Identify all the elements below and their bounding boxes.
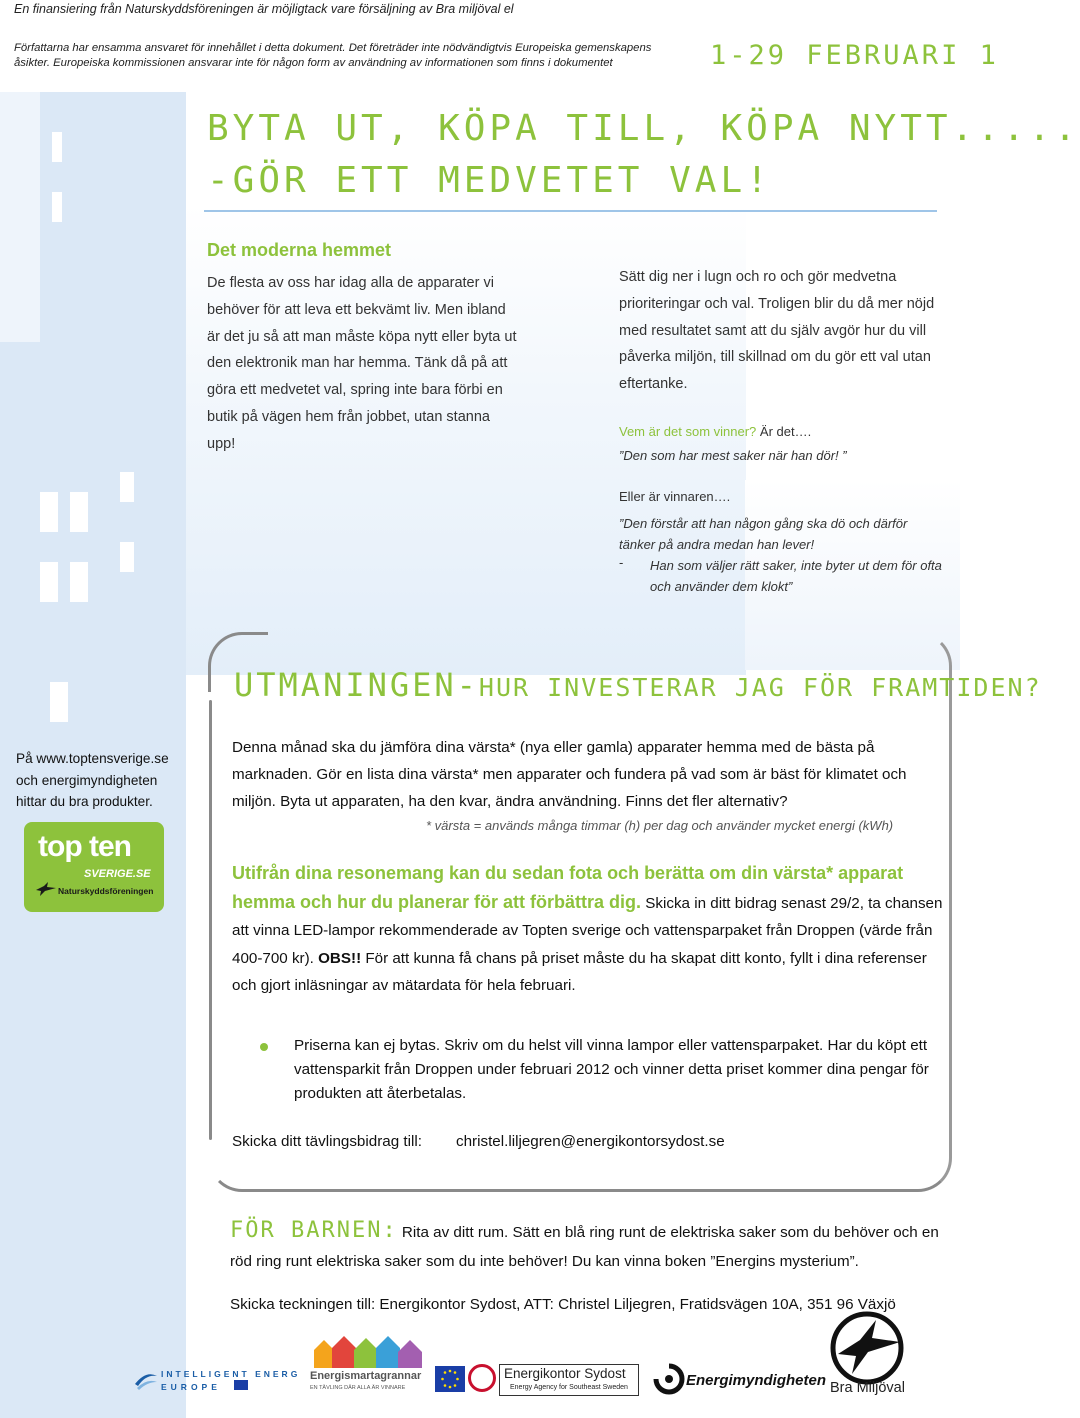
- sidebar-tip: På www.toptensverige.se och energimyndigheten hittar du bra produkter.: [16, 751, 169, 810]
- kids-heading: FÖR BARNEN:: [230, 1218, 398, 1243]
- topten-word: top ten: [38, 830, 131, 863]
- footnote-worst: * värsta = används många timmar (h) per dag och använder mycket energi (kWh): [426, 818, 894, 833]
- energikontor-sydost-logo[interactable]: Energikontor Sydost Energy Agency for Southeast Sweden: [499, 1364, 639, 1396]
- topten-logo[interactable]: [24, 822, 164, 912]
- headline-divider: [204, 210, 937, 212]
- energy-office-ring-icon: [468, 1364, 496, 1392]
- energimyndigheten-logo[interactable]: Energimyndigheten: [654, 1358, 819, 1398]
- headline-line-2: -GÖR ETT MEDVETET VAL!: [207, 160, 772, 201]
- challenge-title: UTMANINGEN-HUR INVESTERAR JAG FÖR FRAMTIDEN?: [234, 666, 1042, 704]
- quote-chooses-right: Han som väljer rätt saker, inte byter ut dem för ofta och använder dem klokt”: [650, 558, 942, 594]
- bullet-icon: [260, 1043, 268, 1051]
- quote-most-things: ”Den som har mest saker när han dör! ”: [619, 448, 847, 463]
- intro-heading: Det moderna hemmet: [207, 240, 392, 260]
- eu-flag-icon: [234, 1380, 248, 1390]
- houses-icon: [312, 1334, 426, 1368]
- swoosh-icon: [133, 1368, 159, 1394]
- bra-miljoval-label: Bra Miljöval: [830, 1380, 905, 1396]
- bra-miljoval-bird-icon: [826, 1312, 908, 1384]
- swirl-icon: [654, 1364, 684, 1394]
- quote-thinks-of-others: ”Den förstår att han någon gång ska dö och därför tänker på andra medan han lever!: [619, 516, 908, 552]
- month-banner: 1-29 FEBRUARI 1: [710, 40, 999, 71]
- challenge-paragraph: Denna månad ska du jämföra dina värsta* (nya eller gamla) apparater hemma med de bästa på marknaden. Gör en lista dina värsta* men apparater och fundera på vad som är bäst för klimatet och miljön. Byta ut apparaten, ha den kvar, ändra användning. Finns det fler alternativ?: [232, 739, 907, 810]
- energismartagrannar-logo[interactable]: Energismartagrannar EN TÄVLING DÄR ALLA ÄR VINNARE: [310, 1334, 428, 1394]
- topten-domain: SVERIGE.SE: [84, 868, 151, 880]
- winner-question: Vem är det som vinner? Är det….: [619, 424, 812, 439]
- eu-flag-icon: [435, 1366, 465, 1392]
- dash-marker: -: [619, 555, 624, 570]
- submit-label: Skicka ditt tävlingsbidrag till:: [232, 1133, 422, 1150]
- challenge-frame-left: [209, 700, 212, 1140]
- disclaimer-line-1: Författarna har ensamma ansvaret för innehållet i detta dokument. Det företräder inte nödvändigtvis Europeiska gemenskapens: [14, 42, 652, 54]
- or-winner-line: Eller är vinnaren….: [619, 489, 731, 504]
- disclaimer-line-2: åsikter. Europeiska kommissionen ansvarar inte för någon form av användning av informationen som finns i dokumentet: [14, 57, 613, 69]
- kids-section: [230, 1216, 950, 1276]
- kids-address: Skicka teckningen till: Energikontor Sydost, ATT: Christel Liljegren, Fratidsvägen 10A, 351 96 Växjö: [230, 1296, 896, 1313]
- funding-line: En finansiering från Naturskyddsföreningen är möjligtack vare försäljning av Bra miljöval el: [14, 2, 514, 16]
- right-paragraph: Sätt dig ner i lugn och ro och gör medvetna prioriteringar och val. Troligen blir du då mer nöjd med resultatet samt att du själv avgör hur du vill påverka miljön, till skillnad om du gör ett val utan eftertanke.: [619, 269, 935, 393]
- headline-line-1: BYTA UT, KÖPA TILL, KÖPA NYTT.....: [207, 108, 1080, 149]
- prize-note: Priserna kan ej bytas. Skriv om du helst vill vinna lampor eller vattensparpaket. Har du köpt ett vattensparkit från Droppen under februari 2012 och vinner detta priset kommer dina pengar för produkten att återbetalas.: [294, 1037, 929, 1102]
- intelligent-energy-europe-logo[interactable]: INTELLIGENT ENERG EUROPE: [133, 1366, 303, 1396]
- submit-email-link[interactable]: christel.liljegren@energikontorsydost.se: [456, 1133, 725, 1150]
- challenge-instructions: Utifrån dina resonemang kan du sedan fota och berätta om din värsta* apparat hemma och hur du planerar för att förbättra dig. Skicka in ditt bidrag senast 29/2, ta chansen att vinna LED-lampor rekommenderade av Topten sverige och vattensparpaket från Droppen (värde från 400-700 kr). OBS!! För att kunna få chans på priset måste du ha skapat ditt konto, fyllt i dina referenser och gjort inläsningar av mätardata för hela februari.: [232, 863, 943, 994]
- bird-icon: [36, 882, 56, 896]
- kids-text: Rita av ditt rum. Sätt en blå ring runt de elektriska saker som du behöver och en röd ring runt elektriska saker som du inte behöver! Du kan vinna boken ”Energins mysterium”.: [230, 1224, 939, 1270]
- intro-paragraph: De flesta av oss har idag alla de apparater vi behöver för att leva ett bekvämt liv. Men ibland är det ju så att man måste köpa nytt eller byta ut den elektronik man har hemma. Tänk då på att göra ett medvetet val, spring inte bara förbi en butik på vägen hem från jobbet, utan stanna upp!: [207, 275, 517, 452]
- topten-org: Naturskyddsföreningen: [58, 886, 154, 896]
